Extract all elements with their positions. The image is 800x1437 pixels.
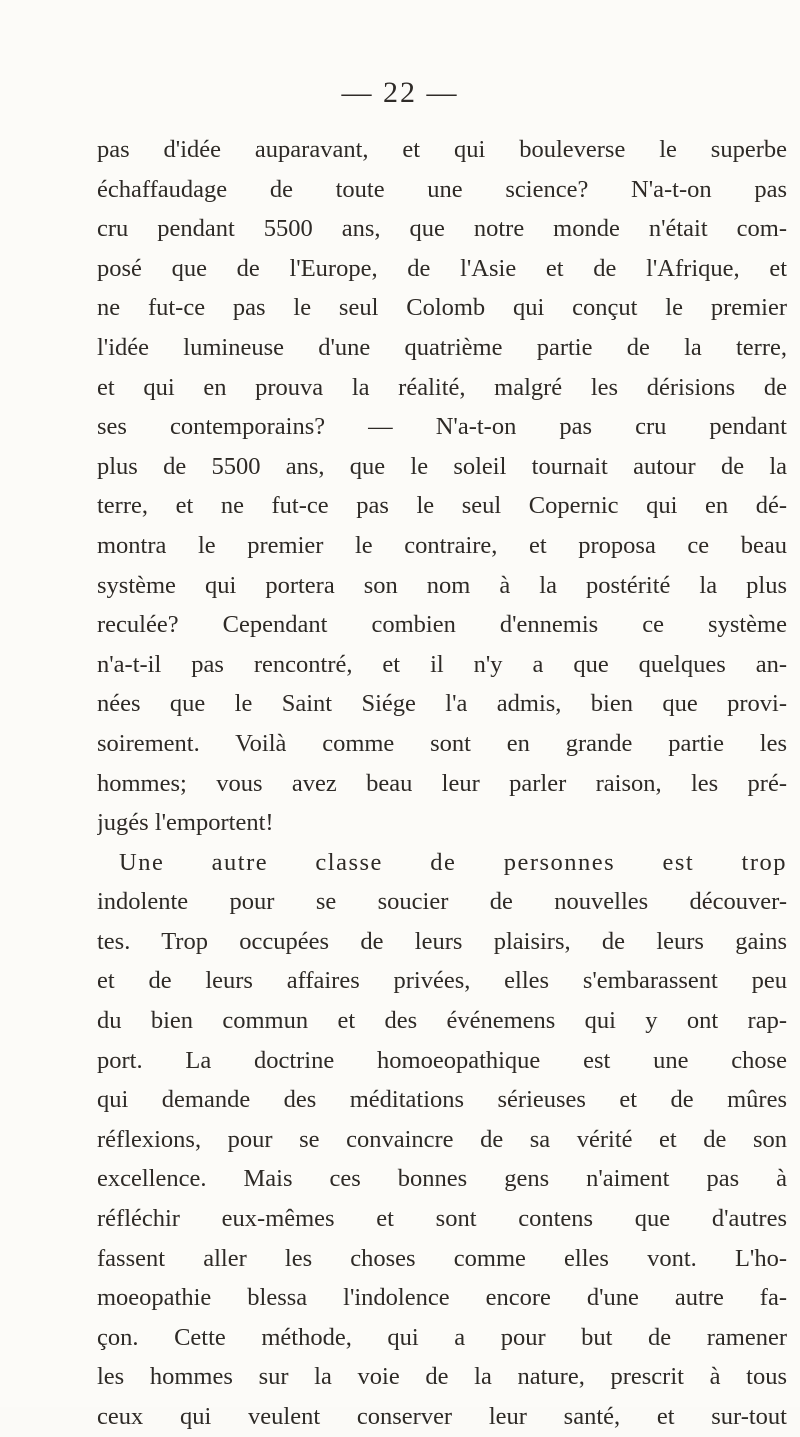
text-line: réfléchir eux-mêmes et sont contens que d'autres [97, 1205, 787, 1233]
text-line: ceux qui veulent conserver leur santé, et sur-tout [97, 1403, 787, 1430]
body-text [97, 130, 787, 1437]
text-line: et de leurs affaires privées, elles s'embarassent peu [97, 967, 787, 995]
text-line: hommes; vous avez beau leur parler raison, les pré- [97, 769, 787, 797]
text-line: qui demande des méditations sérieuses et de mûres [97, 1086, 787, 1114]
text-line: échaffaudage de toute une science? N'a-t-on pas [97, 175, 787, 203]
text-line: et qui en prouva la réalité, malgré les dérisions de [97, 373, 787, 401]
text-line: posé que de l'Europe, de l'Asie et de l'Afrique, et [97, 254, 787, 282]
text-line: nées que le Saint Siége l'a admis, bien que provi- [97, 690, 787, 718]
page-number: — 22 — [341, 76, 459, 109]
text-line: indolente pour se soucier de nouvelles découver- [97, 888, 787, 916]
text-line: port. La doctrine homoeopathique est une chose [97, 1046, 787, 1074]
text-line: fassent aller les choses comme elles vont. L'ho- [97, 1244, 787, 1272]
text-line: l'idée lumineuse d'une quatrième partie de la terre, [97, 333, 787, 361]
text-line: n'a-t-il pas rencontré, et il n'y a que quelques an- [97, 650, 787, 678]
text-line: reculée? Cependant combien d'ennemis ce système [97, 611, 787, 639]
text-line: moeopathie blessa l'indolence encore d'une autre fa- [97, 1284, 787, 1312]
text-line: soirement. Voilà comme sont en grande partie les [97, 729, 787, 757]
text-line: tes. Trop occupées de leurs plaisirs, de leurs gains [97, 927, 787, 955]
text-line: terre, et ne fut-ce pas le seul Copernic qui en dé- [97, 492, 787, 520]
text-line: ne fut-ce pas le seul Colomb qui conçut le premier [97, 294, 787, 322]
text-line: réflexions, pour se convaincre de sa vérité et de son [97, 1125, 787, 1153]
text-line: plus de 5500 ans, que le soleil tournait autour de la [97, 452, 787, 480]
text-line: système qui portera son nom à la postérité la plus [97, 571, 787, 599]
text-line: cru pendant 5500 ans, que notre monde n'était com- [97, 215, 787, 243]
text-line: du bien commun et des événemens qui y ont rap- [97, 1007, 787, 1035]
text-line: les hommes sur la voie de la nature, prescrit à tous [97, 1363, 787, 1391]
text-line: Une autre classe de personnes est trop [119, 848, 787, 876]
text-line: pas d'idée auparavant, et qui bouleverse le superbe [97, 136, 787, 163]
text-line: ses contemporains? — N'a-t-on pas cru pendant [97, 413, 787, 441]
text-line: excellence. Mais ces bonnes gens n'aiment pas à [97, 1165, 787, 1193]
text-line: jugés l'emportent! [97, 809, 274, 837]
text-line: çon. Cette méthode, qui a pour but de ramener [97, 1323, 787, 1351]
text-line: montra le premier le contraire, et proposa ce beau [97, 531, 787, 559]
